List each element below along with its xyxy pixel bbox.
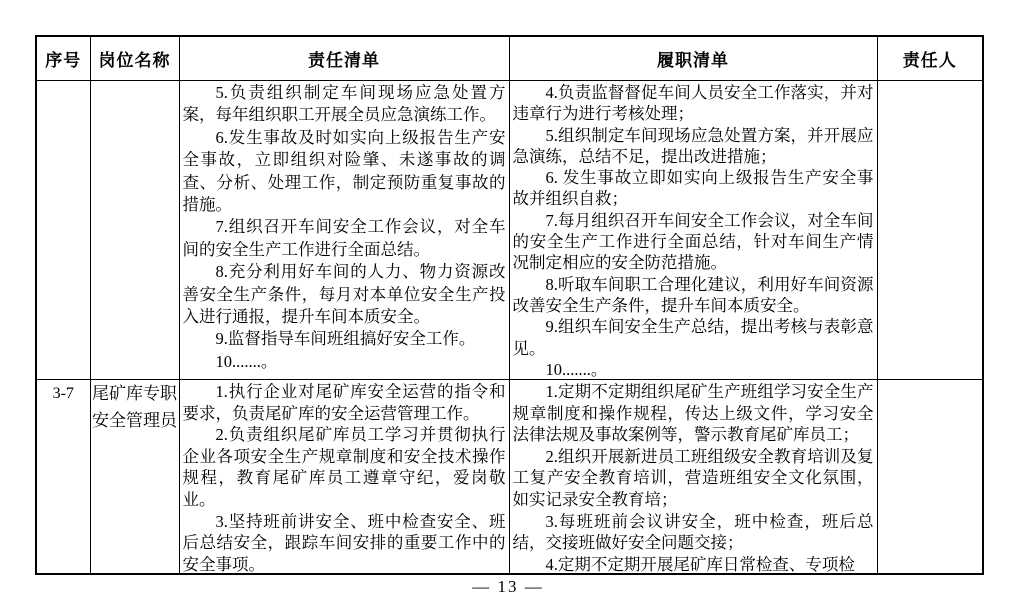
cell-duties: [179, 81, 509, 380]
cell-position: 尾矿库专职安全管理员: [90, 380, 179, 575]
performance-item: 6. 发生事故立即如实向上级报告生产安全事故并组织自救；: [512, 168, 874, 209]
duty-item: 7.组织召开车间安全工作会议，对全车间的安全生产工作进行全面总结。: [182, 217, 506, 259]
performance-list: [510, 380, 877, 573]
table-row-continuation: [36, 81, 983, 380]
col-header-serial: 序号: [36, 36, 90, 81]
page-number: — 13 —: [472, 577, 544, 596]
cell-position: [90, 81, 179, 380]
performance-item: 8.听取车间职工合理化建议，利用好车间资源改善安全生产条件，提升车间本质安全。: [512, 274, 874, 315]
performance-item: 2.组织开展新进员工班组级安全教育培训及复工复产安全教育培训，营造班组安全文化氛围，如实记录安全教育培；: [512, 446, 874, 509]
performance-item: 10.......。: [545, 359, 608, 379]
duties-list: [180, 81, 509, 379]
responsibility-table: [35, 35, 984, 575]
cell-duties: [179, 380, 509, 575]
performance-item: 1.定期不定期组织尾矿生产班组学习安全生产规章制度和操作规程，传达上级文件，学习安全法律法规及事故案例等，警示教育尾矿库员工；: [512, 382, 874, 445]
table-row-3-7: [36, 380, 983, 575]
cell-responsible: [877, 81, 983, 380]
cell-performance: [509, 380, 877, 575]
performance-item: 3.每班班前会议讲安全，班中检查，班后总结，交接班做好安全问题交接；: [512, 511, 874, 553]
duty-item: 6.发生事故及时如实向上级报告生产安全事故，立即组织对险肇、未遂事故的调查、分析、处理工作，制定预防重复事故的措施。: [182, 127, 506, 215]
duty-item: 8.充分利用好车间的人力、物力资源改善安全生产条件，每月对本单位安全生产投入进行通报，提升车间本质安全。: [182, 262, 506, 327]
cell-serial: [36, 81, 90, 380]
performance-item: 4.负责监督督促车间人员安全工作落实，并对违章行为进行考核处理；: [512, 83, 874, 124]
performance-item: 4.定期不定期开展尾矿库日常检查、专项检: [545, 554, 855, 573]
col-header-duties: 责任清单: [179, 36, 509, 81]
cell-performance: [509, 81, 877, 380]
performance-item: 5.组织制定车间现场应急处置方案，并开展应急演练，总结不足，提出改进措施；: [512, 125, 874, 166]
col-header-performance: 履职清单: [509, 36, 877, 81]
performance-item: 9.组织车间安全生产总结，提出考核与表彰意见。: [512, 317, 874, 358]
performance-item: 7.每月组织召开车间安全工作会议，对全车间的安全生产工作进行全面总结，针对车间生产情况制定相应的安全防范措施。: [512, 210, 874, 273]
duty-item: 2.负责组织尾矿库员工学习并贯彻执行企业各项安全生产规章制度和安全技术操作规程，教育尾矿库员工遵章守纪，爱岗敬业。: [182, 425, 506, 509]
cell-serial: 3-7: [36, 380, 90, 575]
header-row: [36, 36, 983, 81]
duty-item: 5.负责组织制定车间现场应急处置方案，每年组织职工开展全员应急演练工作。: [182, 83, 506, 125]
duties-list: [180, 380, 509, 573]
col-header-position: 岗位名称: [90, 36, 179, 81]
duty-item: 9.监督指导车间班组搞好安全工作。: [215, 329, 476, 349]
duty-item: 1.执行企业对尾矿库安全运营的指令和要求，负责尾矿库的安全运营管理工作。: [182, 382, 506, 423]
performance-list: [510, 81, 877, 379]
duty-item: 10.......。: [215, 351, 278, 371]
col-header-responsible: 责任人: [877, 36, 983, 81]
duty-item: 3.坚持班前讲安全、班中检查安全、班后总结安全，跟踪车间安排的重要工作中的安全事项。: [182, 511, 506, 573]
cell-responsible: [877, 380, 983, 575]
